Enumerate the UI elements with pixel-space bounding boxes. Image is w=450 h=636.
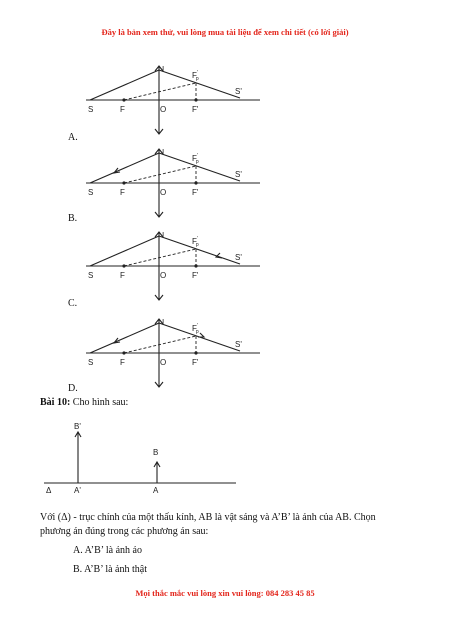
label-s: S [88, 358, 94, 367]
label-o: O [160, 358, 167, 367]
label-i: I [162, 318, 165, 327]
label-f: F [120, 105, 125, 114]
label-f: F [120, 271, 125, 280]
label-f-prime: F' [192, 105, 199, 114]
preview-notice: Đây là bản xem thử, vui lòng mua tài liệu để xem chi tiết (có lời giải) [101, 27, 349, 37]
label-f: F [120, 188, 125, 197]
problem-text-line-1: Với (Δ) - trục chính của một thấu kính, AB là vật sáng và A’B’ là ảnh của AB. Chọn [40, 512, 376, 523]
label-fp: F' p [192, 236, 199, 248]
answer-a: A. A’B’ là ảnh ảo [73, 545, 142, 556]
label-o: O [160, 188, 167, 197]
label-s: S [88, 105, 94, 114]
problem-heading [40, 395, 128, 410]
object-image-figure [40, 418, 240, 498]
label-s-prime: S' [235, 253, 242, 262]
answer-b: B. A’B’ là ảnh thật [73, 564, 147, 575]
label-delta: Δ [46, 486, 52, 495]
label-fp: F' p [192, 153, 199, 165]
label-f-prime: F' [192, 271, 199, 280]
label-s-prime: S' [235, 87, 242, 96]
label-i: I [162, 65, 165, 74]
option-a-diagram [80, 60, 270, 138]
label-b: B [153, 448, 159, 457]
label-s-prime: S' [235, 340, 242, 349]
option-a-label: A. [68, 132, 78, 143]
option-c-diagram [80, 226, 270, 304]
label-b-prime: B' [74, 422, 81, 431]
label-a: A [153, 486, 159, 495]
problem-number: Bài 10: [40, 397, 71, 408]
option-c-label: C. [68, 298, 78, 309]
option-d-diagram [80, 313, 270, 391]
label-i: I [162, 231, 165, 240]
label-s: S [88, 271, 94, 280]
footer-notice: Mọi thắc mắc vui lòng xin vui lòng: 084 283 45 85 [135, 588, 315, 598]
label-o: O [160, 271, 167, 280]
label-s: S [88, 188, 94, 197]
label-s-prime: S' [235, 170, 242, 179]
option-b-diagram [80, 143, 270, 221]
label-i: I [162, 148, 165, 157]
label-f-prime: F' [192, 358, 199, 367]
label-fp: F' p [192, 70, 199, 82]
option-b-label: B. [68, 213, 78, 224]
label-f-prime: F' [192, 188, 199, 197]
label-a-prime: A' [74, 486, 81, 495]
label-fp: F' p [192, 323, 199, 335]
option-d-label: D. [68, 383, 78, 394]
label-f: F [120, 358, 125, 367]
problem-intro: Cho hình sau: [72, 397, 129, 408]
problem-text-line-2: phương án đúng trong các phương án sau: [40, 526, 209, 537]
label-o: O [160, 105, 167, 114]
